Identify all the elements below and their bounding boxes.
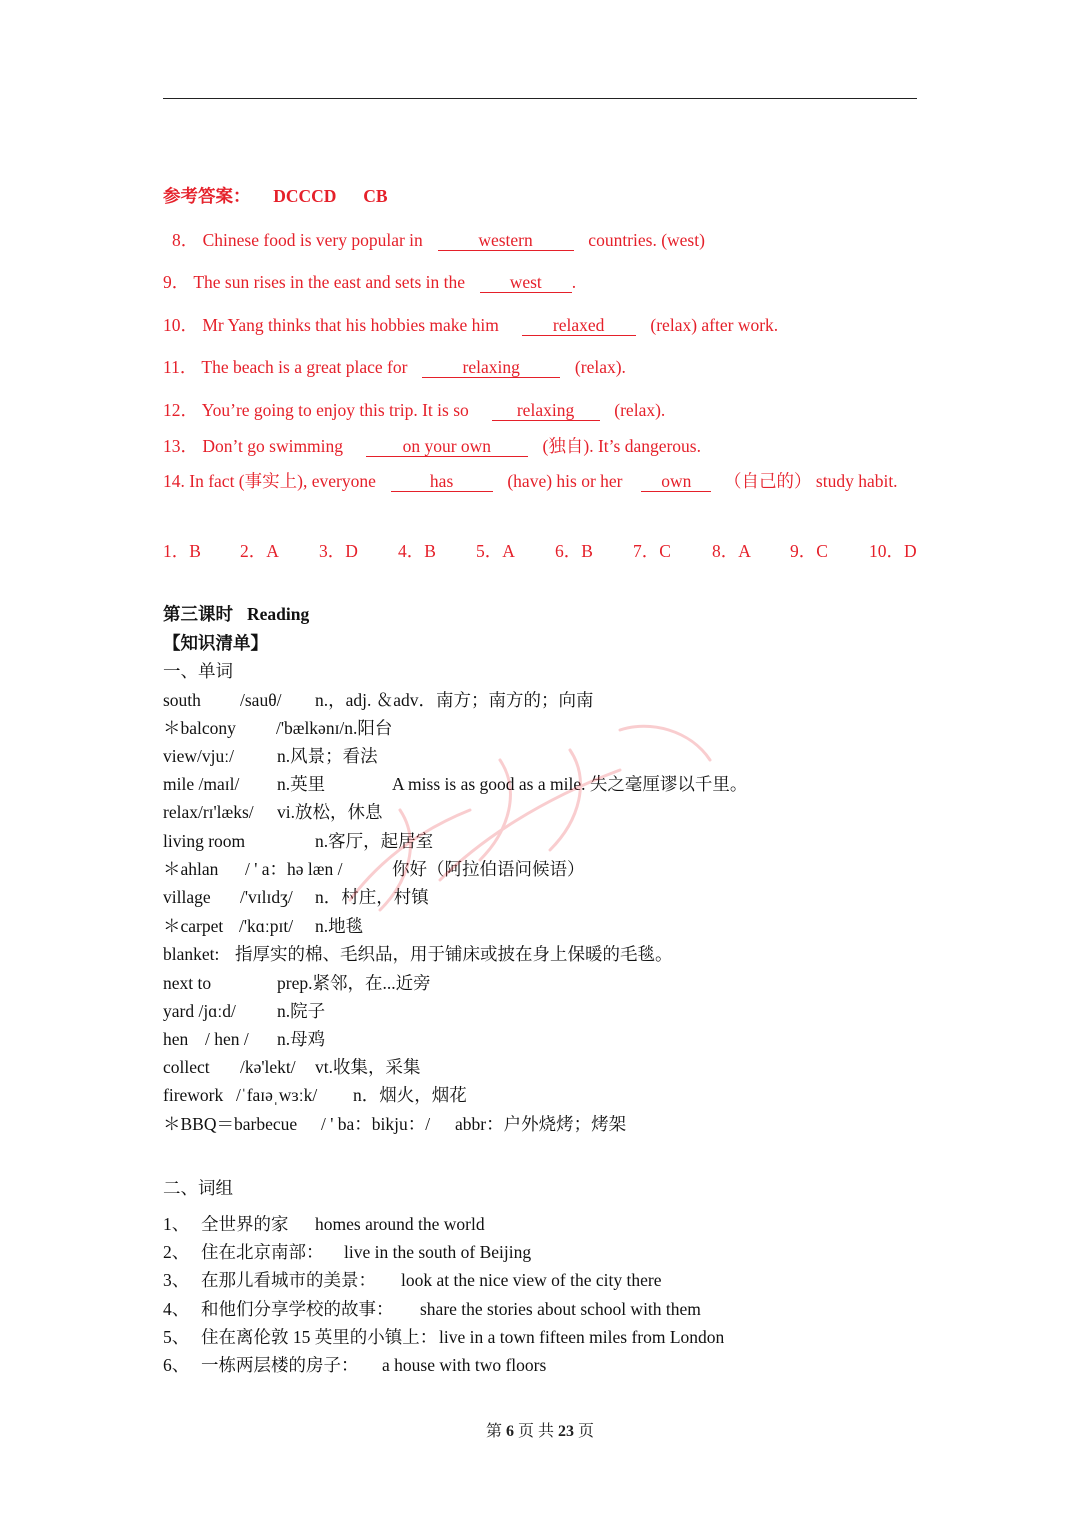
mcq-answer: 2．A xyxy=(240,541,279,561)
vocab-phonetic: /sauθ/ xyxy=(240,690,282,710)
page-number: 6 xyxy=(505,1423,514,1440)
section-title xyxy=(163,601,309,626)
item-number: 14. xyxy=(163,471,185,491)
answer-blank-2: own xyxy=(641,471,711,492)
phrase-en: live in a town fifteen miles from London xyxy=(439,1327,725,1347)
mcq-answer: 3．D xyxy=(319,541,358,561)
vocab-word: living room xyxy=(163,831,246,851)
section-title-en: Reading xyxy=(247,604,310,624)
phrase-en: look at the nice view of the city there xyxy=(401,1270,662,1290)
phrase-number: 2、 xyxy=(163,1242,190,1262)
vocab-word: ＊carpet xyxy=(163,916,224,936)
words-heading: 一、单词 xyxy=(163,661,233,681)
answer-blank: west xyxy=(480,272,572,293)
phrase-cn: 全世界的家 xyxy=(201,1214,289,1234)
item-number: 11． xyxy=(163,357,198,377)
vocab-meaning: vi.放松，休息 xyxy=(277,802,383,822)
fill-item-8 xyxy=(172,227,705,252)
fill-item-11 xyxy=(163,354,626,379)
phrase-row xyxy=(163,1211,485,1236)
phrase-cn: 在那儿看城市的美景： xyxy=(201,1270,376,1290)
vocab-meaning: n.地毯 xyxy=(315,916,364,936)
footer-prefix: 第 xyxy=(485,1423,502,1440)
vocab-phonetic: /ˈfaɪəˌwɜːk/ xyxy=(236,1085,318,1105)
answer-blank: relaxing xyxy=(492,400,600,421)
item-text-middle: (have) his or her xyxy=(507,471,623,491)
item-text: Mr Yang thinks that his hobbies make him xyxy=(202,315,499,335)
answer-key-label: 参考答案： xyxy=(163,186,251,206)
vocab-word: yard /jɑːd/ xyxy=(163,1001,236,1021)
vocab-phonetic: /'kɑːpɪt/ xyxy=(239,916,294,936)
vocab-word: ＊balcony xyxy=(163,718,236,738)
vocab-phonetic: / ' a：hə læn / xyxy=(245,859,343,879)
answer-blank: relaxing xyxy=(422,357,560,378)
vocab-word: firework xyxy=(163,1085,224,1105)
knowledge-heading: 【知识清单】 xyxy=(163,633,268,653)
mcq-answer: 8．A xyxy=(712,541,751,561)
vocab-row xyxy=(163,771,747,796)
answer-blank: has xyxy=(391,471,493,492)
item-text: Chinese food is very popular in xyxy=(202,230,423,250)
vocab-row xyxy=(163,1111,626,1136)
vocab-meaning: abbr：户外烧烤；烤架 xyxy=(455,1114,627,1134)
vocab-meaning: vt.收集，采集 xyxy=(315,1057,421,1077)
mcq-answer: 5．A xyxy=(476,541,515,561)
vocab-word: hen xyxy=(163,1029,189,1049)
item-text-after: (独自). It’s dangerous. xyxy=(542,436,701,456)
vocab-phonetic: / hen / xyxy=(205,1029,249,1049)
item-text: The beach is a great place for xyxy=(201,357,408,377)
item-text-after: . xyxy=(571,272,577,292)
vocab-row xyxy=(163,998,325,1023)
phrase-cn: 住在离伦敦 15 英里的小镇上： xyxy=(201,1327,438,1347)
phrase-en: a house with two floors xyxy=(382,1355,547,1375)
answer-key-choices-2: CB xyxy=(363,186,388,206)
item-text: You’re going to enjoy this trip. It is so xyxy=(201,400,469,420)
vocab-word: view/vjuː/ xyxy=(163,746,234,766)
item-number: 12． xyxy=(163,400,198,420)
phrase-row xyxy=(163,1267,661,1292)
vocab-row xyxy=(163,1054,421,1079)
item-text: Don’t go swimming xyxy=(202,436,344,456)
item-number: 9． xyxy=(163,272,190,292)
answer-key-choices: DCCCD xyxy=(273,186,337,206)
vocab-phonetic: / ' ba：bikju：/ xyxy=(321,1114,431,1134)
item-text-after: (relax) after work. xyxy=(650,315,779,335)
answer-blank: relaxed xyxy=(522,315,636,336)
vocab-word: mile /maɪl/ xyxy=(163,774,240,794)
phrases-heading: 二、词组 xyxy=(163,1178,233,1198)
vocab-meaning: n.英里 xyxy=(277,774,326,794)
vocab-row xyxy=(163,743,378,768)
phrase-row xyxy=(163,1352,546,1377)
vocab-row xyxy=(163,856,585,881)
vocab-row xyxy=(163,687,594,712)
vocab-word: ＊ahlan xyxy=(163,859,219,879)
vocab-meaning: n．烟火，烟花 xyxy=(353,1085,467,1105)
phrase-cn: 住在北京南部： xyxy=(201,1242,324,1262)
vocab-row xyxy=(163,884,429,909)
phrase-en: homes around the world xyxy=(315,1214,485,1234)
phrase-number: 6、 xyxy=(163,1355,190,1375)
vocab-row xyxy=(163,1026,325,1051)
answer-blank: on your own xyxy=(366,436,528,457)
phrase-number: 5、 xyxy=(163,1327,190,1347)
phrase-en: share the stories about school with them xyxy=(420,1299,701,1319)
header-rule xyxy=(163,98,917,99)
phrase-number: 3、 xyxy=(163,1270,190,1290)
mcq-answer: 9．C xyxy=(790,541,828,561)
vocab-word: blanket: xyxy=(163,944,220,964)
vocab-meaning: 指厚实的棉、毛织品，用于铺床或披在身上保暖的毛毯。 xyxy=(235,944,673,964)
mcq-answer: 6．B xyxy=(555,541,593,561)
fill-item-14 xyxy=(163,468,898,493)
mcq-answer: 7．C xyxy=(633,541,671,561)
phrase-row xyxy=(163,1239,531,1264)
fill-item-13 xyxy=(163,433,701,458)
footer-suffix: 页 xyxy=(578,1423,595,1440)
vocab-row xyxy=(163,913,363,938)
vocab-row xyxy=(163,799,383,824)
vocab-meaning: 你好（阿拉伯语问候语） xyxy=(392,859,585,879)
item-text-after: countries. (west) xyxy=(588,230,705,250)
item-text: In fact (事实上), everyone xyxy=(189,471,376,491)
item-number: 13． xyxy=(163,436,198,456)
vocab-word: relax/rɪ'læks/ xyxy=(163,802,254,822)
vocab-meaning: n.院子 xyxy=(277,1001,326,1021)
footer-mid: 页 共 xyxy=(517,1423,554,1440)
phrase-row xyxy=(163,1324,724,1349)
vocab-word: next to xyxy=(163,973,212,993)
fill-item-10 xyxy=(163,312,778,337)
mcq-answer: 4．B xyxy=(398,541,436,561)
phrase-cn: 一栋两层楼的房子： xyxy=(201,1355,359,1375)
phrase-row xyxy=(163,1296,701,1321)
mcq-answer: 1．B xyxy=(163,541,201,561)
vocab-phonetic: /'vɪlɪdʒ/ xyxy=(240,887,293,907)
vocab-meaning: n．村庄，村镇 xyxy=(315,887,429,907)
item-text-after: (relax). xyxy=(614,400,666,420)
page-footer xyxy=(0,1418,1080,1441)
item-text: The sun rises in the east and sets in the xyxy=(193,272,465,292)
vocab-meaning: n.，adj. ＆adv．南方；南方的；向南 xyxy=(315,690,594,710)
vocab-row xyxy=(163,941,673,966)
fill-item-9 xyxy=(163,269,576,294)
fill-item-12 xyxy=(163,397,665,422)
section-title-cn: 第三课时 xyxy=(163,604,233,624)
item-number: 8． xyxy=(172,230,199,250)
vocab-row xyxy=(163,970,431,995)
item-text-after: (relax). xyxy=(574,357,626,377)
vocab-meaning: n.风景；看法 xyxy=(277,746,378,766)
vocab-meaning: n.客厅，起居室 xyxy=(315,831,434,851)
vocab-row xyxy=(163,715,392,740)
vocab-row xyxy=(163,1082,467,1107)
vocab-word: village xyxy=(163,887,211,907)
vocab-phonetic: /kə'lekt/ xyxy=(240,1057,296,1077)
item-number: 10． xyxy=(163,315,198,335)
vocab-meaning: prep.紧邻，在...近旁 xyxy=(277,973,431,993)
page-total: 23 xyxy=(558,1423,574,1440)
vocab-word: collect xyxy=(163,1057,210,1077)
mcq-answer: 10．D xyxy=(869,541,917,561)
phrase-en: live in the south of Beijing xyxy=(344,1242,532,1262)
vocab-phonetic: /'bælkənɪ/ xyxy=(276,718,345,738)
vocab-word: ＊BBQ＝barbecue xyxy=(163,1114,298,1134)
phrase-number: 4、 xyxy=(163,1299,190,1319)
vocab-meaning: n.母鸡 xyxy=(277,1029,326,1049)
vocab-meaning: n.阳台 xyxy=(344,718,393,738)
item-text-after: （自己的） study habit. xyxy=(724,471,898,491)
vocab-row xyxy=(163,828,433,853)
vocab-example: A miss is as good as a mile. 失之毫厘谬以千里。 xyxy=(392,774,748,794)
phrase-cn: 和他们分享学校的故事： xyxy=(201,1299,394,1319)
answer-key xyxy=(163,183,388,208)
phrase-number: 1、 xyxy=(163,1214,190,1234)
answer-blank: western xyxy=(438,230,574,251)
vocab-word: south xyxy=(163,690,201,710)
